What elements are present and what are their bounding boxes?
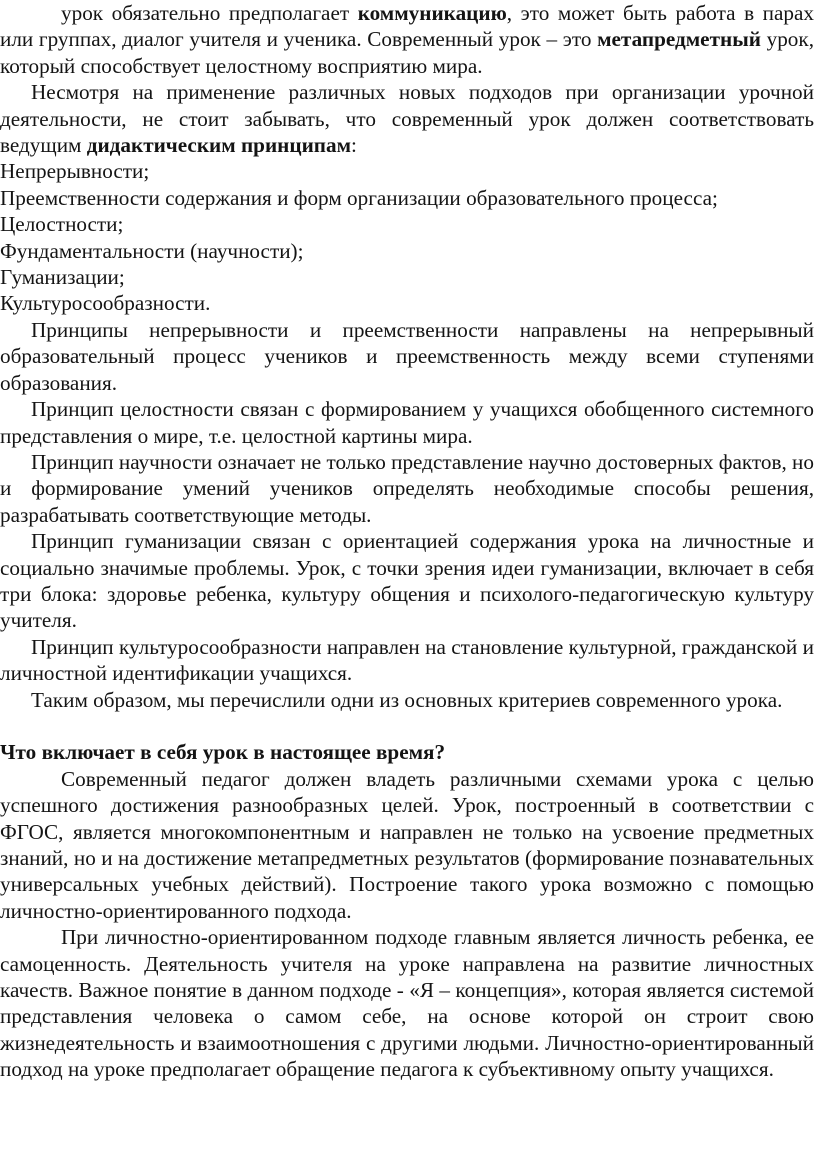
paragraph-integrity: Принцип целостности связан с формированием у учащихся обобщенного системного представления о мире, т.е. целостной картины мира. <box>0 397 814 448</box>
list-item: Непрерывности; <box>0 159 150 184</box>
paragraph-communication <box>0 0 814 79</box>
section-heading: Что включает в себя урок в настоящее время? <box>0 740 446 765</box>
paragraph-humanization: Принцип гуманизации связан с ориентацией содержания урока на личностные и социально значимые проблемы. Урок, с точки зрения идеи гуманизации, включает в себя три блока: здоровье ребенка, культуру общения и психолого-педагогическую культуру учителя. <box>0 529 814 633</box>
principles-list <box>0 158 814 316</box>
blank-line <box>0 713 814 739</box>
paragraph-conclusion: Таким образом, мы перечислили одни из основных критериев современного урока. <box>31 687 783 712</box>
text-segment: : <box>351 133 357 158</box>
paragraph-modern-teacher: Современный педагог должен владеть различными схемами урока с целью успешного достижения разнообразных целей. Урок, построенный в соответствии с ФГОС, является многокомпонентным и направлен не только на усвоение предметных знаний, но и на достижение метапредметных результатов (формирование познавательных универсальных учебных действий). Построение такого урока возможно с помощью личностно-ориентированного подхода. <box>0 766 814 923</box>
paragraph-science: Принцип научности означает не только представление научно достоверных фактов, но и формирование умений учеников определять необходимые способы решения, разрабатывать соответствующие методы. <box>0 449 814 527</box>
paragraph-continuity: Принципы непрерывности и преемственности направлены на непрерывный образовательный процесс учеников и преемственность между всеми ступенями образования. <box>0 317 814 395</box>
paragraph-culture: Принцип культуросообразности направлен на становление культурной, гражданской и личностной идентификации учащихся. <box>0 634 814 686</box>
bold-term-metasubject: метапредметный <box>597 27 761 52</box>
bold-term-didactic-principles: дидактическим принципам <box>86 133 352 158</box>
text-segment: урок, который способствует целостному восприятию мира. <box>0 27 814 78</box>
text-segment: Несмотря на применение различных новых подходов при организации урочной деятельности, не стоит забывать, что современный урок должен соответствовать ведущим <box>0 80 814 158</box>
list-item: Преемственности содержания и форм организации образовательного процесса; <box>0 185 718 210</box>
list-item: Фундаментальности (научности); <box>0 238 304 263</box>
paragraph-didactic-intro <box>0 79 814 158</box>
list-item: Целостности; <box>0 212 124 237</box>
paragraph-personal-approach: При личностно-ориентированном подходе главным является личность ребенка, ее самоценность. Деятельность учителя на уроке направлена на развитие личностных качеств. Важное понятие в данном подходе - «Я – концепция», которая является системой представления человека о самом себе, на основе которой он строит свою жизнедеятельность и взаимоотношения с другими людьми. Личностно-ориентированный подход на уроке предполагает обращение педагога к субъективному опыту учащихся. <box>0 925 814 1082</box>
bold-term-communication: коммуникацию <box>357 1 507 25</box>
text-segment: урок обязательно предполагает <box>61 1 358 25</box>
list-item: Культуросообразности. <box>0 291 211 316</box>
list-item: Гуманизации; <box>0 265 125 290</box>
text-segment: , это может быть работа в парах или группах, диалог учителя и ученика. Современный урок – это <box>0 1 814 52</box>
